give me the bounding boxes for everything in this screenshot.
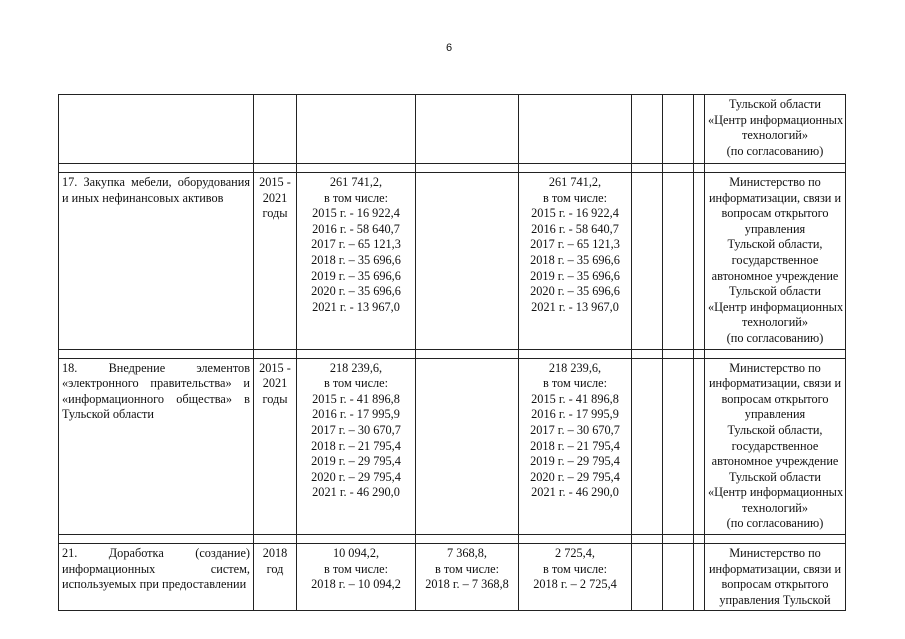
separator-cell xyxy=(59,349,254,358)
separator-cell xyxy=(663,535,694,544)
org-line: Тульской области xyxy=(729,97,821,111)
cell-empty xyxy=(519,95,632,164)
cell-period xyxy=(254,173,297,350)
cell-empty xyxy=(694,544,705,611)
cell-regional-funding-line: 2016 г. - 58 640,7 xyxy=(531,221,619,236)
cell-total-funding-line: 2017 г. – 65 121,3 xyxy=(311,237,401,252)
cell-organization-line: информатизации, связи и xyxy=(708,190,842,205)
separator-cell xyxy=(705,164,846,173)
separator-cell xyxy=(705,349,846,358)
cell-period-line: 2021 xyxy=(262,190,288,205)
org-line: «Центр информационных xyxy=(708,112,844,127)
cell-organization-line: Министерство по xyxy=(729,546,821,561)
cell-total-funding xyxy=(297,544,416,611)
cell-regional-funding xyxy=(519,544,632,611)
cell-regional-funding-line: в том числе: xyxy=(542,376,608,391)
separator-cell xyxy=(694,164,705,173)
cell-period xyxy=(254,544,297,611)
org-line: технологий» xyxy=(741,128,809,143)
cell-regional-funding xyxy=(519,358,632,535)
cell-period xyxy=(254,358,297,535)
cell-total-funding-line: 2018 г. – 35 696,6 xyxy=(311,252,401,267)
cell-total-funding-line: 2018 г. – 21 795,4 xyxy=(311,438,401,453)
cell-regional-funding-line: 2018 г. – 21 795,4 xyxy=(530,438,620,453)
cell-organization-line: Тульской области xyxy=(729,469,821,484)
cell-empty xyxy=(297,95,416,164)
cell-organization-line: государственное xyxy=(731,438,819,453)
separator-cell xyxy=(663,349,694,358)
separator-cell xyxy=(632,535,663,544)
table-body xyxy=(59,95,846,611)
cell-organization-line: управления Тульской xyxy=(719,592,831,607)
cell-organization-line: (по согласованию) xyxy=(726,330,824,345)
cell-total-funding-line: в том числе: xyxy=(323,190,389,205)
separator-cell xyxy=(254,349,297,358)
cell-total-funding-line: 2017 г. – 30 670,7 xyxy=(311,422,401,437)
cell-total-funding-line: 2015 г. - 16 922,4 xyxy=(312,206,400,221)
cell-regional-funding-line: 2020 г. – 35 696,6 xyxy=(530,284,620,299)
cell-total-funding-line: 2016 г. - 17 995,9 xyxy=(312,407,400,422)
cell-empty xyxy=(694,95,705,164)
cell-organization-line: Министерство по xyxy=(729,175,821,189)
measures-table xyxy=(58,94,846,611)
cell-organization xyxy=(705,358,846,535)
cell-total-funding-line: 218 239,6, xyxy=(329,360,383,375)
separator-cell xyxy=(705,535,846,544)
separator-cell xyxy=(519,164,632,173)
separator-cell xyxy=(297,349,416,358)
separator-cell xyxy=(416,535,519,544)
cell-organization-line: государственное xyxy=(731,252,819,267)
cell-organization-line: Тульской области xyxy=(729,284,821,299)
cell-regional-funding-line: 2018 г. – 2 725,4 xyxy=(533,577,617,592)
cell-regional-funding-line: 2019 г. – 29 795,4 xyxy=(530,454,620,469)
page-number: 6 xyxy=(446,42,453,54)
cell-total-funding-line: 2019 г. – 35 696,6 xyxy=(311,268,401,283)
cell-empty xyxy=(632,358,663,535)
cell-regional-funding-line: 2 725,4, xyxy=(555,546,595,561)
cell-empty xyxy=(663,358,694,535)
cell-regional-funding-line: в том числе: xyxy=(542,561,608,576)
cell-organization-line: (по согласованию) xyxy=(726,516,824,531)
cell-empty xyxy=(416,95,519,164)
table-row xyxy=(59,544,846,611)
cell-empty xyxy=(632,95,663,164)
cell-empty xyxy=(632,544,663,611)
cell-regional-funding-line: 2015 г. - 16 922,4 xyxy=(531,206,619,221)
row-separator xyxy=(59,164,846,173)
cell-regional-funding-line: 2018 г. – 35 696,6 xyxy=(530,252,620,267)
cell-total-funding-line: 261 741,2, xyxy=(329,175,383,189)
cell-regional-funding-line: 218 239,6, xyxy=(548,360,602,375)
cell-total-funding-line: 2016 г. - 58 640,7 xyxy=(312,221,400,236)
cell-federal-funding-line: 2018 г. – 7 368,8 xyxy=(425,577,509,592)
cell-federal-funding-line: в том числе: xyxy=(434,561,500,576)
cell-empty xyxy=(663,95,694,164)
cell-total-funding xyxy=(297,358,416,535)
separator-cell xyxy=(632,349,663,358)
cell-organization-line: технологий» xyxy=(741,500,809,515)
cell-period-line: годы xyxy=(262,206,288,221)
cell-federal-funding-line: 7 368,8, xyxy=(447,546,487,561)
cell-regional-funding-line: 2021 г. - 13 967,0 xyxy=(531,299,619,314)
separator-cell xyxy=(519,349,632,358)
separator-cell xyxy=(297,164,416,173)
cell-total-funding-line: 2021 г. - 13 967,0 xyxy=(312,299,400,314)
separator-cell xyxy=(59,535,254,544)
cell-regional-funding-line: 261 741,2, xyxy=(548,175,602,189)
cell-measure-name: 21. Доработка (создание) информационных систем, используемых при предоставлении xyxy=(59,544,254,611)
separator-cell xyxy=(519,535,632,544)
cell-empty xyxy=(663,173,694,350)
cell-total-funding-line: 2018 г. – 10 094,2 xyxy=(311,577,401,592)
cell-organization xyxy=(705,173,846,350)
separator-cell xyxy=(694,535,705,544)
separator-cell xyxy=(416,349,519,358)
cell-organization-line: вопросам открытого xyxy=(721,391,829,406)
separator-cell xyxy=(254,535,297,544)
cell-regional-funding-line: 2017 г. – 65 121,3 xyxy=(530,237,620,252)
separator-cell xyxy=(254,164,297,173)
cell-federal-funding xyxy=(416,173,519,350)
cell-period-line: год xyxy=(266,561,284,576)
separator-cell xyxy=(297,535,416,544)
table-row xyxy=(59,358,846,535)
cell-total-funding-line: 2015 г. - 41 896,8 xyxy=(312,391,400,406)
cell-organization-line: «Центр информационных xyxy=(708,485,844,500)
cell-regional-funding-line: 2019 г. – 35 696,6 xyxy=(530,268,620,283)
cell-organization-line: управления xyxy=(744,407,806,422)
cell-period-line: 2021 xyxy=(262,376,288,391)
cell-organization-line: автономное учреждение xyxy=(711,454,839,469)
cell-total-funding-line: 2020 г. – 29 795,4 xyxy=(311,469,401,484)
cell-total-funding-line: 2020 г. – 35 696,6 xyxy=(311,284,401,299)
cell-regional-funding-line: 2020 г. – 29 795,4 xyxy=(530,469,620,484)
table-row-continuation xyxy=(59,95,846,164)
cell-total-funding-line: 2019 г. – 29 795,4 xyxy=(311,454,401,469)
cell-total-funding-line: 2021 г. - 46 290,0 xyxy=(312,485,400,500)
separator-cell xyxy=(59,164,254,173)
cell-period-line: 2015 - xyxy=(259,360,291,375)
table-row xyxy=(59,173,846,350)
cell-period-line: годы xyxy=(262,391,288,406)
separator-cell xyxy=(416,164,519,173)
cell-federal-funding xyxy=(416,544,519,611)
cell-organization-line: Тульской области, xyxy=(727,422,823,437)
cell-organization-line: вопросам открытого xyxy=(721,206,829,221)
cell-measure-name: 18. Внедрение элементов «электронного правительства» и «информационного общества» в Тульской области xyxy=(59,358,254,535)
cell-period-line: 2015 - xyxy=(259,175,291,189)
cell-measure-name: 17. Закупка мебели, оборудования и иных нефинансовых активов xyxy=(59,173,254,350)
cell-empty xyxy=(632,173,663,350)
cell-regional-funding-line: 2017 г. – 30 670,7 xyxy=(530,422,620,437)
cell-organization-line: технологий» xyxy=(741,315,809,330)
cell-organization xyxy=(705,95,846,164)
separator-cell xyxy=(632,164,663,173)
cell-organization-line: информатизации, связи и xyxy=(708,376,842,391)
cell-period-line: 2018 xyxy=(262,546,288,561)
org-line: (по согласованию) xyxy=(726,143,824,158)
cell-regional-funding-line: 2015 г. - 41 896,8 xyxy=(531,391,619,406)
cell-regional-funding-line: в том числе: xyxy=(542,190,608,205)
cell-total-funding-line: в том числе: xyxy=(323,561,389,576)
separator-cell xyxy=(694,349,705,358)
row-separator xyxy=(59,535,846,544)
cell-organization xyxy=(705,544,846,611)
cell-total-funding-line: 10 094,2, xyxy=(332,546,380,561)
cell-empty xyxy=(663,544,694,611)
cell-empty xyxy=(694,173,705,350)
cell-federal-funding xyxy=(416,358,519,535)
cell-empty xyxy=(59,95,254,164)
cell-empty xyxy=(694,358,705,535)
cell-organization-line: Министерство по xyxy=(729,360,821,375)
row-separator xyxy=(59,349,846,358)
cell-regional-funding-line: 2016 г. - 17 995,9 xyxy=(531,407,619,422)
cell-regional-funding xyxy=(519,173,632,350)
cell-organization-line: управления xyxy=(744,221,806,236)
cell-organization-line: «Центр информационных xyxy=(708,299,844,314)
cell-organization-line: автономное учреждение xyxy=(711,268,839,283)
cell-organization-line: информатизации, связи и xyxy=(708,561,842,576)
cell-empty xyxy=(254,95,297,164)
cell-total-funding xyxy=(297,173,416,350)
cell-organization-line: вопросам открытого xyxy=(721,577,829,592)
cell-organization-line: Тульской области, xyxy=(727,237,823,252)
separator-cell xyxy=(663,164,694,173)
cell-total-funding-line: в том числе: xyxy=(323,376,389,391)
cell-regional-funding-line: 2021 г. - 46 290,0 xyxy=(531,485,619,500)
